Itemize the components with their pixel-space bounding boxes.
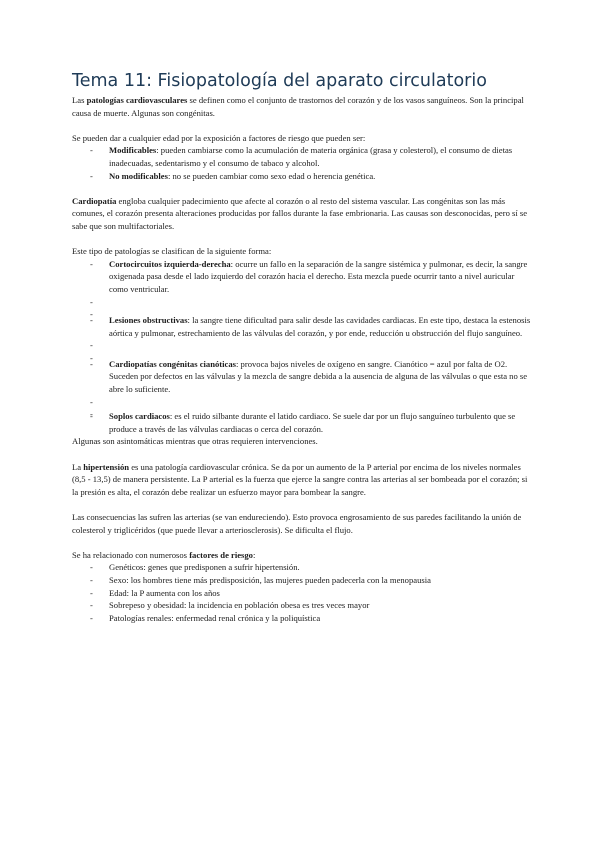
risk-intro: Se pueden dar a cualquier edad por la exposición a factores de riesgo que pueden ser: (72, 132, 366, 143)
list-item: - Cortocircuitos izquierda-derecha: ocurre un fallo en la separación de la sangre sistémica y pulmonar, es decir, la sangre oxigenada pasa desde el lado izquierdo del corazón hacia el derecho. Esta mezcla puede ocurrir tanto a nivel auricular como ventricular. (72, 258, 532, 296)
cardiopatia-paragraph: Cardiopatía engloba cualquier padecimiento que afecte al corazón o al resto del sistema vascular. Las congénitas son las más comunes, el corazón presenta alteraciones producidas por fallos durante la fase embrionaria. Las causas son desconocidas, pero sí se sabe que son multifactoriales. (72, 195, 528, 231)
factors-intro: Se ha relacionado con numerosos factores de riesgo: (72, 549, 256, 560)
classification-intro: Este tipo de patologías se clasifican de la siguiente forma: (72, 246, 272, 257)
document-page (72, 70, 532, 624)
intro-before: Las (72, 95, 87, 105)
list-item: - Soplos cardiacos: es el ruido silbante durante el latido cardiaco. Se suele dar por un flujo sanguíneo turbulento que se produce a través de las válvulas cardiacas o cerca del corazón. (72, 410, 532, 435)
intro-term: patologías cardiovasculares (86, 95, 188, 105)
spacer (72, 396, 532, 409)
list-item: - No modificables: no se pueden cambiar como sexo edad o herencia genética. (72, 170, 532, 183)
hipertension-paragraph: La hipertensión es una patología cardiovascular crónica. Se da por un aumento de la P arterial por encima de los niveles normales (8,5 - 13,5) de manera persistente. La P arterial es la fuerza que ejerce la sangre contra las arterias al ser bombeada por el corazón; si la presión es alta, el corazón debe realizar un esfuerzo mayor para bombear la sangre. (72, 461, 528, 497)
intro-paragraph (72, 94, 532, 119)
list-item: - Lesiones obstructivas: la sangre tiene dificultad para salir desde las cavidades cardiacas. En este tipo, destaca la estenosis aórtica y pulmonar, estrechamiento de las válvulas del corazón, y por ende, reducción u obstrucción del flujo sanguíneo. (72, 314, 532, 339)
spacer (72, 339, 532, 352)
list-item: - Sexo: los hombres tiene más predisposición, las mujeres pueden padecerla con la menopausia (72, 574, 532, 587)
intro-after: se definen como el conjunto de trastornos del corazón y de los vasos sanguíneos. Son la principal causa de muerte. Algunas son congénitas. (72, 95, 524, 118)
list-item: - Edad: la P aumenta con los años (72, 587, 532, 600)
list-item: - Patologías renales: enfermedad renal crónica y la poliquística (72, 612, 532, 625)
list-item: - Cardiopatías congénitas cianóticas: provoca bajos niveles de oxígeno en sangre. Cianótico = azul por falta de O2. Suceden por defectos en las válvulas y la mezcla de sangre debida a la ausencia de alguna de las válvulas o que esta no se abre lo suficiente. (72, 358, 532, 396)
asymptomatic-note: Algunas son asintomáticas mientras que otras requieren intervenciones. (72, 436, 318, 447)
classification-list (72, 258, 532, 436)
consequences-paragraph: Las consecuencias las sufren las arterias (se van endureciendo). Esto provoca engrosamiento de sus paredes facilitando la unión de colesterol y triglicéridos (que puede llevar a arteriosclerosis). Se dificulta el flujo. (72, 512, 522, 535)
spacer (72, 296, 532, 309)
risk-types-list (72, 144, 532, 182)
page-title: Tema 11: Fisiopatología del aparato circulatorio (72, 71, 487, 91)
list-item: - Modificables: pueden cambiarse como la acumulación de materia orgánica (grasa y colesterol), el consumo de dietas inadecuadas, sedentarismo y el consumo de tabaco y alcohol. (72, 144, 532, 169)
factors-list (72, 561, 532, 624)
list-item: - Genéticos: genes que predisponen a sufrir hipertensión. (72, 561, 532, 574)
list-item: - Sobrepeso y obesidad: la incidencia en población obesa es tres veces mayor (72, 599, 532, 612)
